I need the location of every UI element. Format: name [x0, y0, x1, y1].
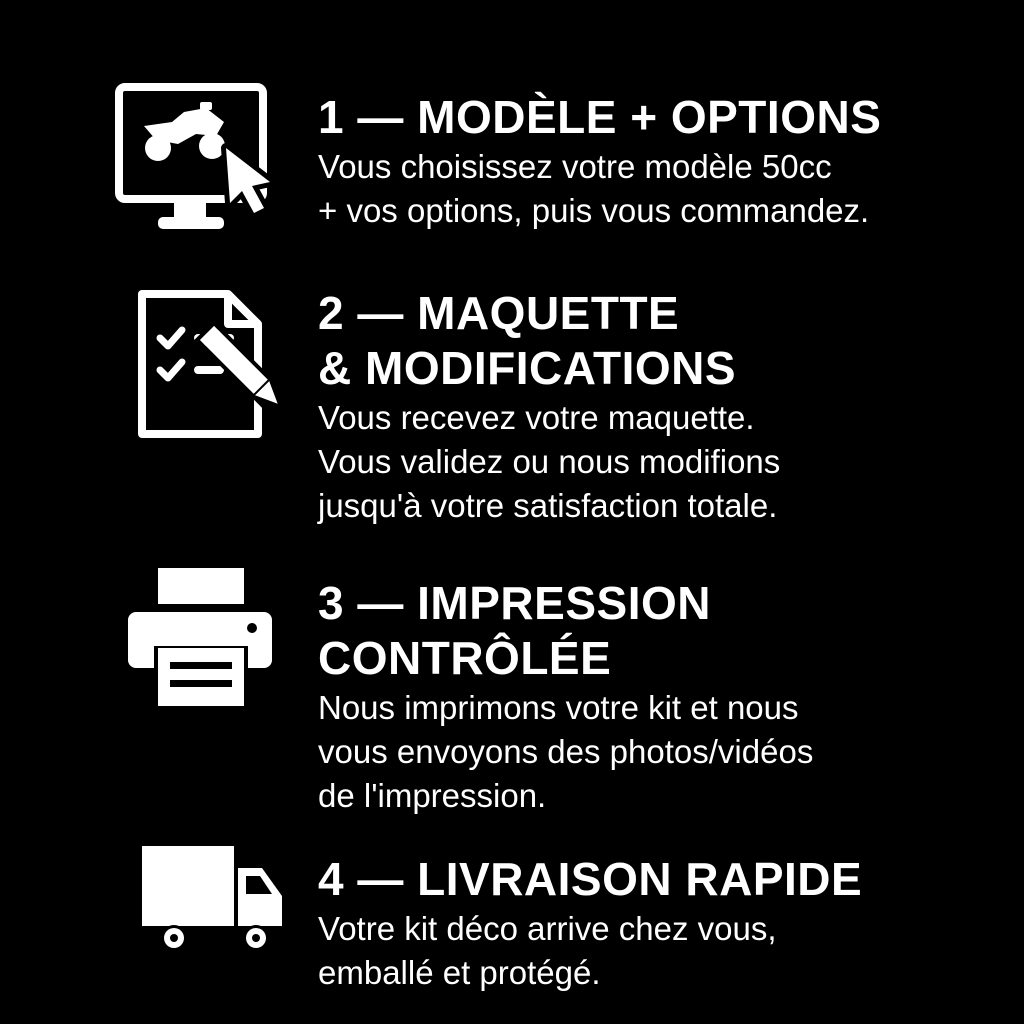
- step-1-title-line: 1 — MODÈLE + OPTIONS: [318, 91, 882, 143]
- step-2-title: [318, 286, 984, 396]
- computer-motorcycle-cursor-icon: [114, 82, 280, 234]
- step-3-desc-line: Nous imprimons votre kit et nous: [318, 689, 799, 726]
- step-4-title: [318, 852, 984, 907]
- step-2-desc-line: jusqu'à votre satisfaction totale.: [318, 487, 778, 524]
- step-2-desc-line: Vous validez ou nous modifions: [318, 443, 781, 480]
- step-2-title-line: 2 — MAQUETTE: [318, 287, 680, 339]
- step-1-title: [318, 90, 984, 145]
- step-3-desc-line: vous envoyons des photos/vidéos: [318, 733, 814, 770]
- step-3-title-line: 3 — IMPRESSION: [318, 577, 711, 629]
- checklist-pencil-icon: [136, 288, 286, 442]
- printer-icon: [128, 568, 274, 708]
- step-1-desc-line: + vos options, puis vous commandez.: [318, 192, 870, 229]
- step-1-text: [318, 90, 984, 233]
- step-4-text: [318, 852, 984, 995]
- step-3-desc-line: de l'impression.: [318, 777, 547, 814]
- step-1-desc-line: Vous choisissez votre modèle 50cc: [318, 148, 832, 185]
- step-3-title-line: CONTRÔLÉE: [318, 632, 612, 684]
- step-1-description: [318, 145, 984, 233]
- delivery-truck-icon: [142, 846, 284, 952]
- step-4-description: [318, 907, 984, 995]
- step-2-title-line: & MODIFICATIONS: [318, 342, 737, 394]
- step-2-description: [318, 396, 984, 528]
- step-3-text: [318, 576, 984, 818]
- step-2-text: [318, 286, 984, 528]
- step-3-description: [318, 686, 984, 818]
- step-3-title: [318, 576, 984, 686]
- step-2-desc-line: Vous recevez votre maquette.: [318, 399, 755, 436]
- step-4-desc-line: Votre kit déco arrive chez vous,: [318, 910, 777, 947]
- step-4-desc-line: emballé et protégé.: [318, 954, 601, 991]
- step-4-title-line: 4 — LIVRAISON RAPIDE: [318, 853, 863, 905]
